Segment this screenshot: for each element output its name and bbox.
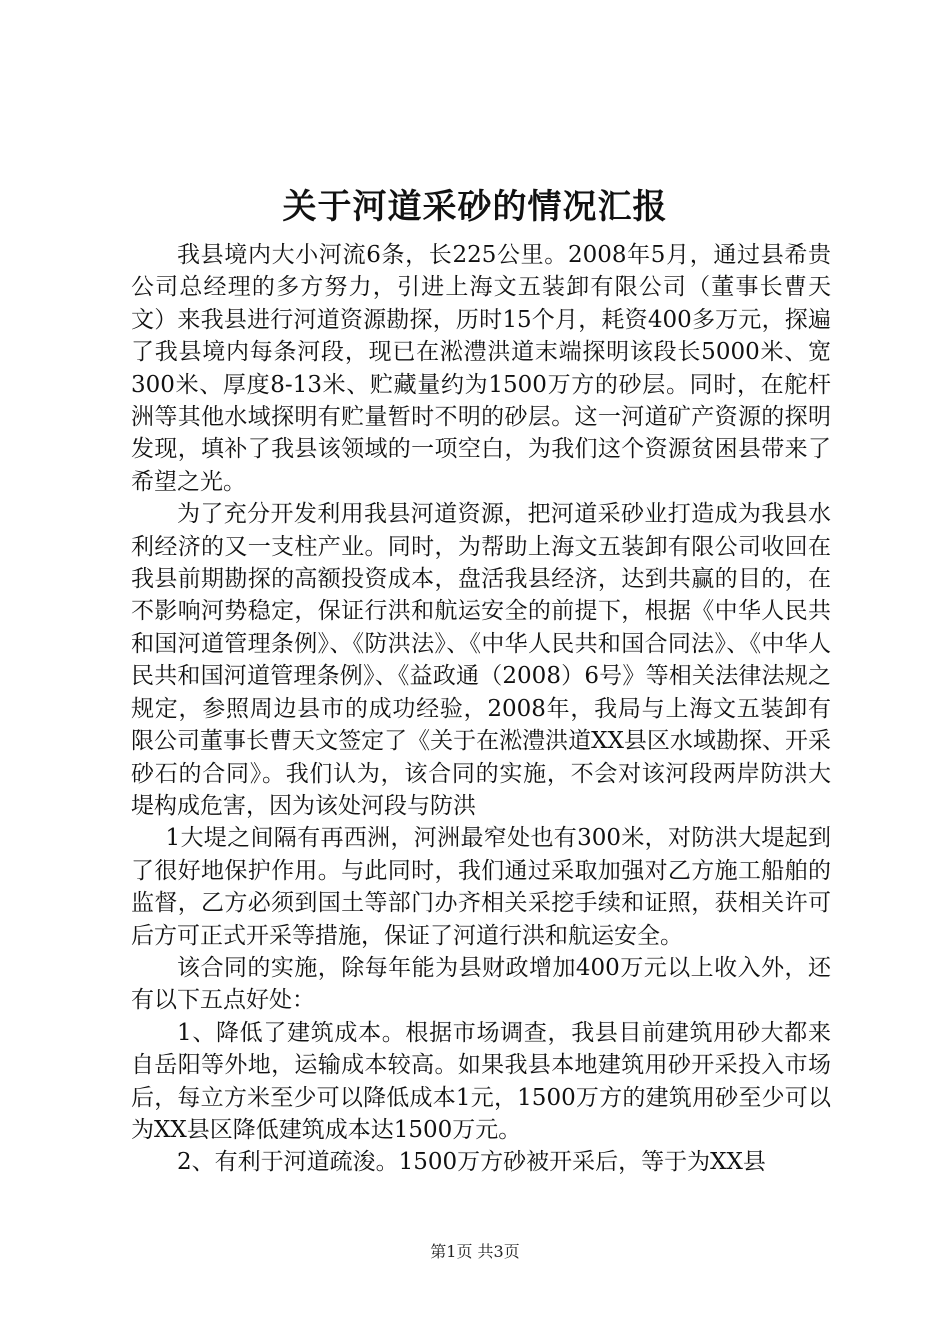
paragraph-benefit-dredging: 2、有利于河道疏浚。1500万方砂被开采后，等于为XX县 [177,1149,766,1176]
paragraph-river-exploration: 我县境内大小河流6条，长225公里。2008年5月，通过县希贵公司总经理的多方努力，引进上海文五装卸有限公司（董事长曹天文）来我县进行河道资源勘探，历时15个月，耗资400多万元，探遍了我县境内每条河段，现已在淞澧洪道末端探明该段长5000米、宽300米、厚度8-13米、贮藏量约为1500万方的砂层。同时，在舵杆洲等其他水域探明有贮量暂时不明的砂层。这一河道矿产资源的探明发现，填补了我县该领域的一项空白，为我们这个资源贫困县带来了希望之光。 [131,242,831,495]
document-body [131,239,831,1179]
paragraph-benefits-intro: 该合同的实施，除每年能为县财政增加400万元以上收入外，还有以下五点好处： [131,954,831,1014]
document-title: 关于河道采砂的情况汇报 [282,187,668,227]
paragraph-flood-safety: 1大堤之间隔有再西洲，河洲最窄处也有300米，对防洪大堤起到了很好地保护作用。与此同时，我们通过采取加强对乙方施工船舶的监督，乙方必须到国土等部门办齐相关采挖手续和证照，获相关许可后方可正式开采等措施，保证了河道行洪和航运安全。 [131,825,831,949]
paragraph-benefit-cost: 1、降低了建筑成本。根据市场调查，我县目前建筑用砂大都来自岳阳等外地，运输成本较高。如果我县本地建筑用砂开采投入市场后，每立方米至少可以降低成本1元，1500万方的建筑用砂至少可以为XX县区降低建筑成本达1500万元。 [131,1019,831,1143]
page-number: 第1页 共3页 [430,1242,520,1261]
paragraph-development-contract: 为了充分开发利用我县河道资源，把河道采砂业打造成为我县水利经济的又一支柱产业。同时，为帮助上海文五装卸有限公司收回在我县前期勘探的高额投资成本，盘活我县经济，达到共赢的目的，在不影响河势稳定，保证行洪和航运安全的前提下，根据《中华人民共和国河道管理条例》、《防洪法》、《中华人民共和国合同法》、《中华人民共和国河道管理条例》、《益政通（2008）6号》等相关法律法规之规定，参照周边县市的成功经验，2008年，我局与上海文五装卸有限公司董事长曹天文签定了《关于在淞澧洪道XX县区水域勘探、开采砂石的合同》。我们认为，该合同的实施，不会对该河段两岸防洪大堤构成危害，因为该处河段与防洪 [131,501,831,819]
